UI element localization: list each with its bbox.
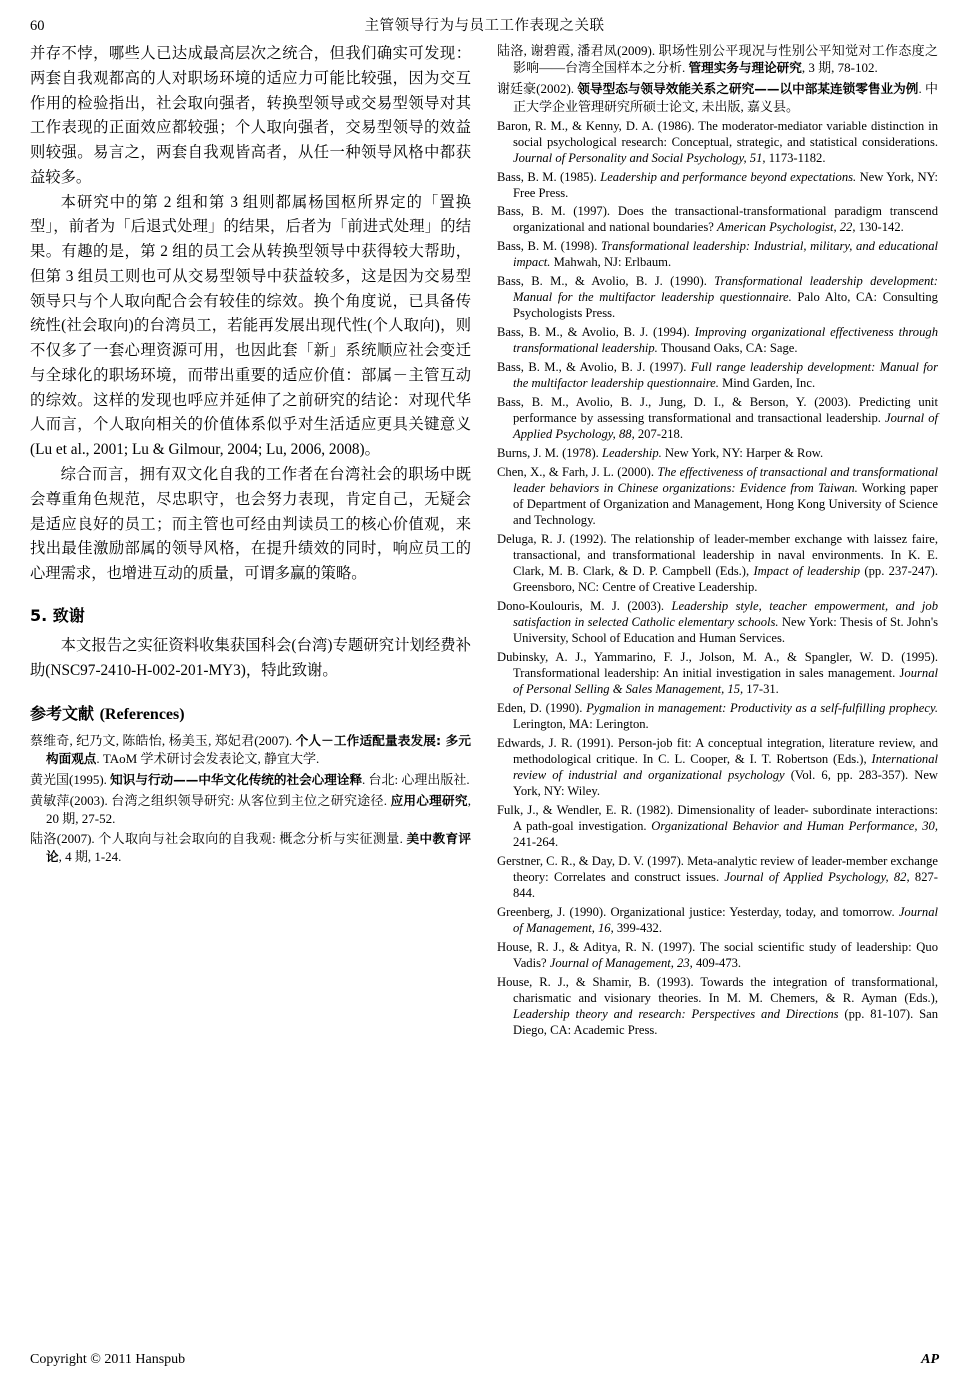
reference-item: Bass, B. M. (1998). Transformational leadership: Industrial, military, and educational impact. Mahwah, NJ: Erlbaum. <box>497 239 938 270</box>
reference-item: Fulk, J., & Wendler, E. R. (1982). Dimensionality of leader- subordinate interactions: A path-goal investigation. Organizational Behavior and Human Performance, 30, 241-264. <box>497 802 938 849</box>
journal-imprint: AP <box>921 1352 939 1367</box>
reference-item: Eden, D. (1990). Pygmalion in management: Productivity as a self-fulfilling prophecy. Lerington, MA: Lerington. <box>497 701 939 732</box>
paragraph-continued: 并存不悖，哪些人已达成最高层次之统合，但我们确实可发现：两套自我观都高的人对职场环境的适应力可能比较强，因为交互作用的检验指出，社会取向强者，转换型领导或交易型领导对其工作表现的正面效应都较强；个人取向强者，交易型领导的效益则较强。易言之，两套自我观皆高者，从任一种领导风格中都获益较多。 <box>30 45 471 186</box>
reference-list-right <box>497 42 938 1039</box>
paragraph: 本研究中的第 2 组和第 3 组则都属杨国枢所界定的「置换型」，前者为「后退式处理」的结果，后者为「前进式处理」的结果。有趣的是，第 2 组的员工会从转换型领导中获得较大帮助，但第 3 组员工则也可从交易型领导中获益较多，这是因为交易型领导只与个人取向配合会有较佳的综效。换个角度说，已具备传统性(社会取向)的台湾员工，若能再发展出现代性(个人取向)，则不仅多了一套心理资源可用，也因此套「新」系统顺应社会变迁与全球化的职场环境，而带出重要的适应价值：部属－主管互动的综效。这样的发现也呼应并延伸了之前研究的结论：对现代华人而言，个人取向相关的价值体系似乎对生活适应更具关键意义(Lu et al., 2001; Lu & Gilmour, 2004; Lu, 2006, 2008)。 <box>30 193 471 459</box>
reference-item: 谢廷豪(2002). 领导型态与领导效能关系之研究——以中部某连锁零售业为例. 中正大学企业管理研究所硕士论文, 未出版, 嘉义县。 <box>497 81 938 115</box>
references-heading <box>30 701 471 724</box>
reference-item: Dono-Koulouris, M. J. (2003). Leadership style, teacher empowerment, and job satisfaction in selected Catholic elementary schools. New York: Thesis of St. John's University, School of Education and Human Services. <box>497 599 938 646</box>
paragraph: 综合而言，拥有双文化自我的工作者在台湾社会的职场中既会尊重角色规范，尽忠职守，也会努力表现，肯定自己，无疑会是适应良好的员工；而主管也可经由判读员工的核心价值观，来找出最佳激励部属的领导风格，在提升绩效的同时，响应员工的心理需求，也增进互动的质量，可谓多赢的策略。 <box>30 466 471 583</box>
reference-item: Baron, R. M., & Kenny, D. A. (1986). The moderator-mediator variable distinction in social psychological research: Conceptual, strategic, and statistical considerations. Journal of Personality and Social Psychology, 51, 1173-1182. <box>497 118 938 165</box>
reference-item: 黄敏萍(2003). 台湾之组织领导研究: 从客位到主位之研究途径. 应用心理研究, 20 期, 27-52. <box>30 793 471 826</box>
reference-item: 蔡维奇, 纪乃文, 陈皓怡, 杨美玉, 郑妃君(2007). 个人－工作适配量表发展: 多元构面观点. TAoM 学术研讨会发表论文, 静宜大学. <box>30 733 471 767</box>
reference-item: Bass, B. M., & Avolio, B. J. (1994). Improving organizational effectiveness through transformational leadership. Thousand Oaks, CA: Sage. <box>497 325 938 356</box>
reference-item: Chen, X., & Farh, J. L. (2000). The effectiveness of transactional and transformational leader behaviors in Chinese organizations: Evidence from Taiwan. Working paper of Department of Organization and Management, Hong Kong University of Science and Technology. <box>497 465 938 528</box>
page-number: 60 <box>30 18 45 34</box>
reference-item: 陆洛(2007). 个人取向与社会取向的自我观: 概念分析与实征测量. 美中教育评论, 4 期, 1-24. <box>30 831 471 865</box>
left-column <box>30 42 471 1332</box>
reference-item: Bass, B. M. (1997). Does the transactional-transformational paradigm transcend organizational and national boundaries? American Psychologist, 22, 130-142. <box>497 204 938 235</box>
acknowledgement-heading: 5. 致谢 <box>30 605 85 625</box>
reference-item: House, R. J., & Shamir, B. (1993). Towards the integration of transformational, charismatic and visionary theories. In M. M. Chemers, & R. Ayman (Eds.), Leadership theory and research: Perspectives and Directions (pp. 81-107). San Diego, CA: Academic Press. <box>497 974 938 1037</box>
running-title: 主管领导行为与员工工作表现之关联 <box>364 18 605 34</box>
reference-item: Deluga, R. J. (1992). The relationship of leader-member exchange with laissez faire, transactional, and transformational leadership in naval environments. In K. E. Clark, M. B. Clark, & D. P. Campbell (Eds.), Impact of leadership (pp. 237-247). Greensboro, NC: Centre of Creative Leadership. <box>497 532 938 595</box>
reference-item: Bass, B. M., & Avolio, B. J. (1990). Transformational leadership development: Manual for the multifactor leadership questionnaire. Palo Alto, CA: Consulting Psychologists Press. <box>497 274 938 321</box>
two-column-body <box>30 42 939 1332</box>
references-heading-en: (References) <box>99 706 185 724</box>
reference-item: Gerstner, C. R., & Day, D. V. (1997). Meta-analytic review of leader-member exchange theory: Correlates and construct issues. Journal of Applied Psychology, 82, 827-844. <box>497 853 938 900</box>
reference-item: Bass, B. M., Avolio, B. J., Jung, D. I., & Berson, Y. (2003). Predicting unit performance by assessing transformational and transactional leadership. Journal of Applied Psychology, 88, 207-218. <box>497 395 938 442</box>
reference-item: Burns, J. M. (1978). Leadership. New York, NY: Harper & Row. <box>497 446 824 461</box>
page-footer <box>30 1352 939 1368</box>
reference-item: 黄光国(1995). 知识与行动——中华文化传统的社会心理诠释. 台北: 心理出版社. <box>30 772 470 788</box>
reference-item: Dubinsky, A. J., Yammarino, F. J., Jolson, M. A., & Spangler, W. D. (1995). Transformational leadership: An initial investigation in sales management. Journal of Personal Selling & Sales Management, 15, 17-31. <box>497 650 938 697</box>
reference-item: Bass, B. M. (1985). Leadership and performance beyond expectations. New York, NY: Free Press. <box>497 169 939 200</box>
reference-list-left <box>30 732 471 866</box>
copyright-notice: Copyright © 2011 Hanspub <box>30 1352 186 1367</box>
acknowledgement-text: 本文报告之实征资料收集获国科会(台湾)专题研究计划经费补助(NSC97-2410-H-002-201-MY3)，特此致谢。 <box>30 636 471 679</box>
reference-item: Greenberg, J. (1990). Organizational justice: Yesterday, today, and tomorrow. Journal of Management, 16, 399-432. <box>497 904 938 935</box>
reference-item: 陆洛, 谢碧霞, 潘君凤(2009). 职场性别公平现况与性别公平知觉对工作态度之影响——台湾全国样本之分析. 管理实务与理论研究, 3 期, 78-102. <box>497 43 938 76</box>
reference-item: Bass, B. M., & Avolio, B. J. (1997). Full range leadership development: Manual for the multifactor leadership questionnaire. Mind Garden, Inc. <box>497 360 938 391</box>
reference-item: Edwards, J. R. (1991). Person-job fit: A conceptual integration, literature review, and methodological critique. In C. L. Cooper, & I. T. Robertson (Eds.), International review of industrial and organizational psychology (Vol. 6, pp. 283-357). New York, NY: Wiley. <box>497 736 939 798</box>
page-header <box>30 14 939 36</box>
references-heading-cn: 参考文献 <box>30 704 95 724</box>
right-column <box>497 42 938 1332</box>
reference-item: House, R. J., & Aditya, R. N. (1997). The social scientific study of leadership: Quo Vadis? Journal of Management, 23, 409-473. <box>497 939 938 970</box>
